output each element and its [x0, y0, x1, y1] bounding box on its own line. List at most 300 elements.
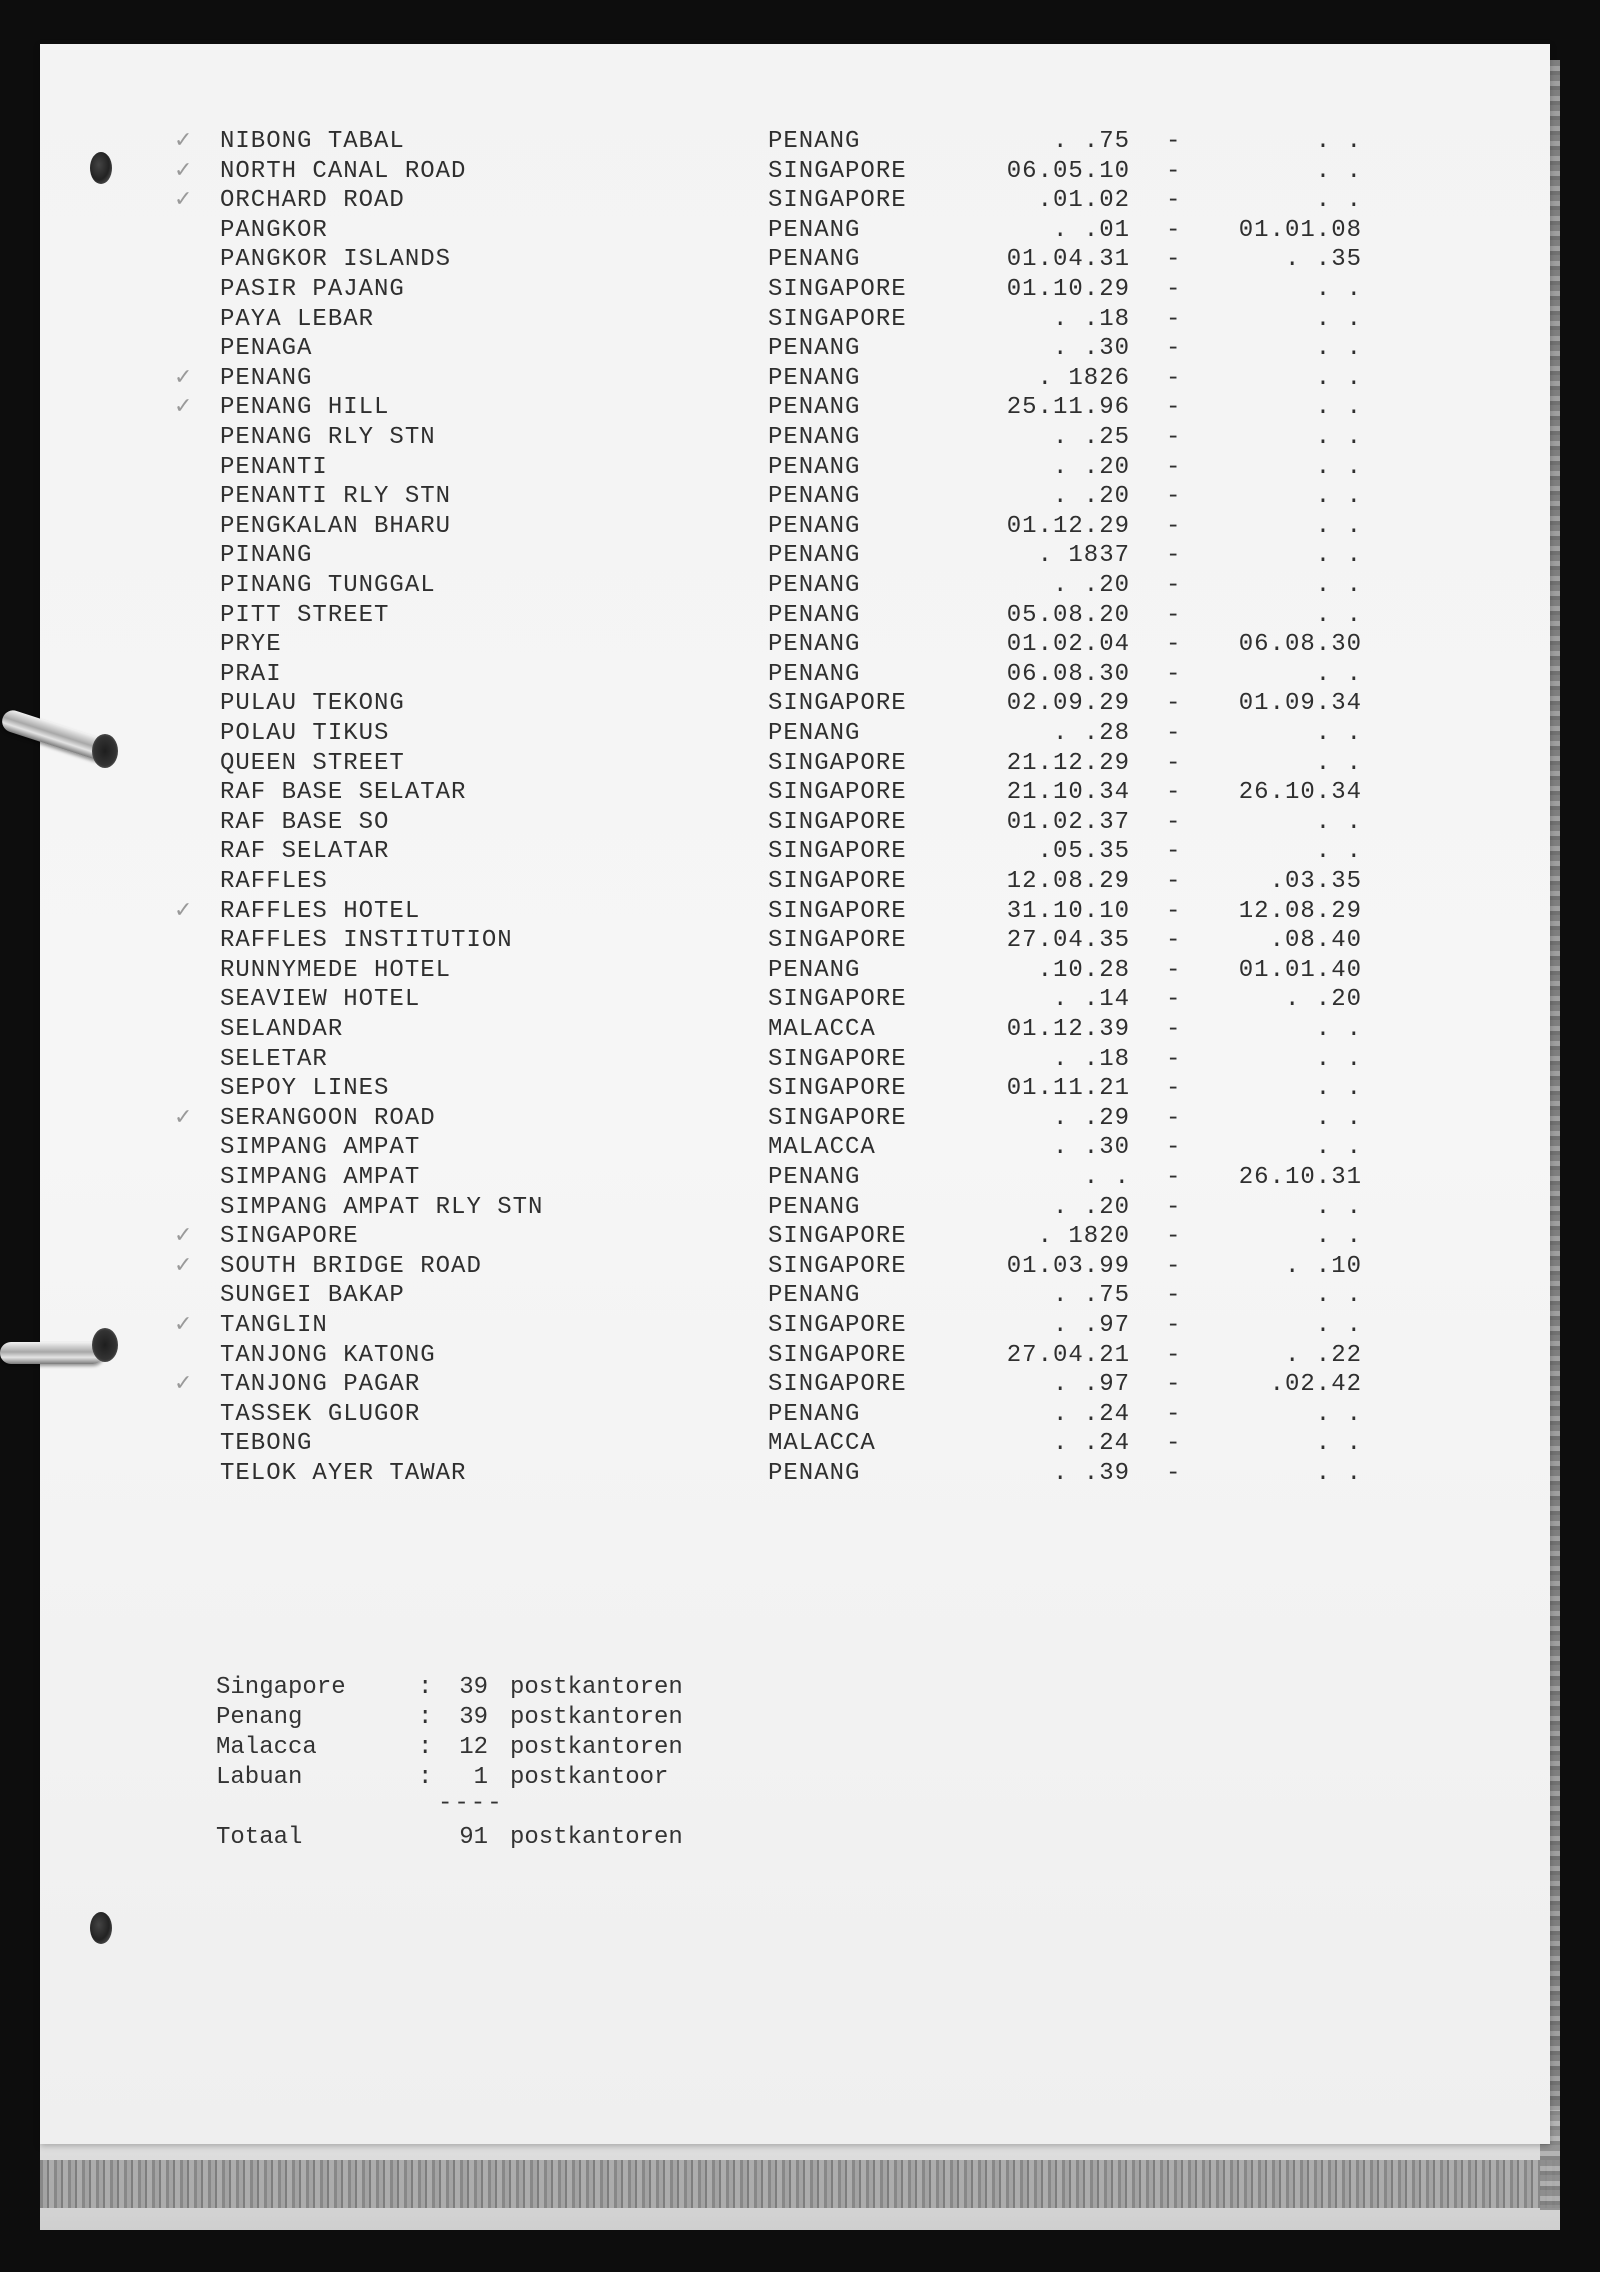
post-office-name: PENANG HILL	[220, 394, 390, 422]
date-to: . .	[1315, 1460, 1362, 1487]
date-from: . 1820	[1037, 1223, 1130, 1251]
date-separator: -	[1166, 305, 1182, 333]
date-separator: -	[1166, 720, 1182, 747]
list-row	[40, 690, 1362, 720]
post-office-name: PENANG RLY STN	[220, 424, 436, 451]
total-label: Totaal	[216, 1824, 303, 1851]
region: PENANG	[768, 1193, 861, 1221]
date-separator: -	[1166, 157, 1182, 185]
list-row	[40, 868, 1362, 898]
region: SINGAPORE	[768, 779, 907, 807]
list-row	[40, 1134, 1362, 1164]
date-to: . .	[1315, 424, 1362, 451]
post-office-name: PASIR PAJANG	[220, 276, 405, 303]
region: PENANG	[768, 631, 861, 659]
date-to: . .	[1315, 1312, 1362, 1339]
check-mark-icon: ✓	[174, 394, 194, 420]
date-separator: -	[1166, 572, 1182, 599]
summary-word: postkantoor	[510, 1764, 669, 1791]
region: SINGAPORE	[768, 808, 907, 836]
list-row	[40, 305, 1362, 336]
post-office-name: RAF SELATAR	[220, 838, 390, 866]
region: SINGAPORE	[768, 157, 907, 185]
album-page	[40, 44, 1550, 2144]
date-from: . .20	[1052, 453, 1130, 481]
list-row	[40, 187, 1362, 217]
summary-word: postkantoren	[510, 1674, 683, 1701]
region: SINGAPORE	[768, 838, 907, 866]
region: MALACCA	[768, 1134, 876, 1162]
region: SINGAPORE	[768, 305, 907, 333]
summary-colon: :	[418, 1704, 433, 1731]
date-separator: -	[1166, 986, 1182, 1014]
date-separator: -	[1166, 542, 1182, 570]
date-to: . .	[1315, 601, 1362, 629]
date-from: . .14	[1052, 986, 1130, 1014]
list-row	[40, 1282, 1362, 1312]
date-separator: -	[1166, 1282, 1182, 1310]
list-row	[40, 1430, 1362, 1460]
summary-total-row	[216, 1824, 916, 1856]
date-separator: -	[1166, 631, 1182, 659]
date-to: . .	[1315, 1400, 1362, 1428]
date-from: . .20	[1052, 483, 1130, 511]
list-row	[40, 1400, 1362, 1431]
list-row	[40, 246, 1362, 276]
date-from: . .28	[1052, 720, 1130, 747]
list-row	[40, 453, 1362, 484]
summary-row	[216, 1704, 916, 1736]
date-from: . 1826	[1037, 364, 1130, 392]
date-separator: -	[1166, 1460, 1182, 1487]
date-from: .10.28	[1037, 956, 1130, 984]
date-from: . 1837	[1037, 542, 1130, 570]
date-separator: -	[1166, 1430, 1182, 1458]
post-office-name: NIBONG TABAL	[220, 128, 405, 155]
post-office-name: TANJONG PAGAR	[220, 1371, 421, 1399]
date-from: 01.10.29	[1006, 276, 1130, 303]
post-office-name: PINANG	[220, 542, 313, 570]
check-mark-icon: ✓	[174, 157, 194, 183]
date-separator: -	[1166, 779, 1182, 807]
date-from: . .30	[1052, 335, 1130, 363]
list-row	[40, 1016, 1362, 1046]
summary-colon: :	[418, 1734, 433, 1761]
date-from: 01.12.29	[1006, 512, 1130, 540]
post-office-name: SIMPANG AMPAT RLY STN	[220, 1193, 544, 1221]
region: PENANG	[768, 246, 861, 274]
post-office-name: SIMPANG AMPAT	[220, 1164, 421, 1191]
date-separator: -	[1166, 1371, 1182, 1399]
total-count: 91	[459, 1824, 488, 1851]
date-separator: -	[1166, 660, 1182, 688]
date-to: . .	[1315, 1045, 1362, 1073]
list-row	[40, 364, 1362, 395]
check-mark-icon: ✓	[174, 128, 194, 153]
date-separator: -	[1166, 749, 1182, 777]
date-from: . .75	[1052, 1282, 1130, 1310]
date-to: . .	[1315, 453, 1362, 481]
date-to: 01.09.34	[1238, 690, 1362, 718]
date-from: 01.12.39	[1006, 1016, 1130, 1043]
post-office-name: RAF BASE SELATAR	[220, 779, 467, 807]
list-row	[40, 542, 1362, 572]
region: PENANG	[768, 572, 861, 599]
list-row	[40, 1312, 1362, 1342]
date-separator: -	[1166, 1016, 1182, 1043]
post-office-name: SOUTH BRIDGE ROAD	[220, 1252, 482, 1280]
post-office-name: PITT STREET	[220, 601, 390, 629]
region: SINGAPORE	[768, 868, 907, 895]
date-from: . .24	[1052, 1400, 1130, 1428]
region: SINGAPORE	[768, 1341, 907, 1369]
date-from: 12.08.29	[1006, 868, 1130, 895]
list-row	[40, 1104, 1362, 1135]
date-to: . .	[1315, 1223, 1362, 1251]
list-row	[40, 720, 1362, 750]
summary-label: Labuan	[216, 1764, 303, 1791]
date-from: 06.08.30	[1006, 660, 1130, 688]
post-office-name: SERANGOON ROAD	[220, 1104, 436, 1132]
post-office-name: ORCHARD ROAD	[220, 187, 405, 215]
list-row	[40, 779, 1362, 809]
date-separator: -	[1166, 1075, 1182, 1103]
post-office-name: PULAU TEKONG	[220, 690, 405, 718]
post-office-name: TASSEK GLUGOR	[220, 1400, 421, 1428]
post-office-name: TANJONG KATONG	[220, 1341, 436, 1369]
date-from: . .75	[1052, 128, 1130, 155]
summary-row	[216, 1674, 916, 1706]
date-from: . .97	[1052, 1312, 1130, 1339]
date-separator: -	[1166, 128, 1182, 155]
post-office-name: PENAGA	[220, 335, 313, 363]
post-office-name: RUNNYMEDE HOTEL	[220, 956, 452, 984]
region: PENANG	[768, 128, 861, 155]
date-to: . .	[1315, 128, 1362, 155]
check-mark-icon: ✓	[174, 897, 194, 923]
date-from: 01.11.21	[1006, 1075, 1130, 1103]
list-row	[40, 276, 1362, 306]
date-from: 31.10.10	[1006, 897, 1130, 925]
date-to: . .	[1315, 1134, 1362, 1162]
date-separator: -	[1166, 187, 1182, 215]
date-to: . .35	[1284, 246, 1362, 274]
region: PENANG	[768, 1400, 861, 1428]
summary-count: 12	[459, 1734, 488, 1761]
date-from: . .	[1083, 1164, 1130, 1191]
post-office-name: RAF BASE SO	[220, 808, 390, 836]
list-row	[40, 216, 1362, 247]
date-to: . .	[1315, 483, 1362, 511]
list-row	[40, 1223, 1362, 1253]
summary-count: 39	[459, 1674, 488, 1701]
date-to: .02.42	[1269, 1371, 1362, 1399]
region: SINGAPORE	[768, 927, 907, 955]
post-office-name: TELOK AYER TAWAR	[220, 1460, 467, 1487]
post-office-name: PENANTI RLY STN	[220, 483, 452, 511]
date-to: 26.10.31	[1238, 1164, 1362, 1191]
region: PENANG	[768, 335, 861, 363]
date-separator: -	[1166, 1164, 1182, 1191]
date-from: 27.04.35	[1006, 927, 1130, 955]
date-from: 21.12.29	[1006, 749, 1130, 777]
post-office-name: SINGAPORE	[220, 1223, 359, 1251]
region: PENANG	[768, 542, 861, 570]
post-office-name: PRYE	[220, 631, 282, 659]
date-from: . .30	[1052, 1134, 1130, 1162]
date-separator: -	[1166, 335, 1182, 363]
check-mark-icon: ✓	[174, 1371, 194, 1397]
region: PENANG	[768, 956, 861, 984]
date-separator: -	[1166, 927, 1182, 955]
date-separator: -	[1166, 1045, 1182, 1073]
date-separator: -	[1166, 1193, 1182, 1221]
region: PENANG	[768, 483, 861, 511]
region: PENANG	[768, 720, 861, 747]
post-office-name: SELETAR	[220, 1045, 328, 1073]
date-from: . .18	[1052, 305, 1130, 333]
date-from: 01.03.99	[1006, 1252, 1130, 1280]
summary-rule: ----	[438, 1790, 504, 1817]
date-to: . .22	[1284, 1341, 1362, 1369]
region: PENANG	[768, 424, 861, 451]
region: PENANG	[768, 1164, 861, 1191]
region: PENANG	[768, 453, 861, 481]
post-office-name: RAFFLES	[220, 868, 328, 895]
date-to: . .	[1315, 276, 1362, 303]
date-separator: -	[1166, 690, 1182, 718]
check-mark-icon: ✓	[174, 364, 194, 390]
region: PENANG	[768, 394, 861, 422]
date-to: . .	[1315, 1104, 1362, 1132]
date-separator: -	[1166, 868, 1182, 895]
list-row	[40, 986, 1362, 1016]
date-separator: -	[1166, 1134, 1182, 1162]
binder-cover-edge	[40, 2160, 1560, 2208]
list-row	[40, 512, 1362, 543]
date-to: . .	[1315, 720, 1362, 747]
list-row	[40, 1164, 1362, 1194]
summary-row	[216, 1734, 916, 1766]
date-separator: -	[1166, 1312, 1182, 1339]
date-from: 02.09.29	[1006, 690, 1130, 718]
list-row	[40, 838, 1362, 868]
date-from: . .18	[1052, 1045, 1130, 1073]
region: SINGAPORE	[768, 1104, 907, 1132]
list-row	[40, 1193, 1362, 1224]
summary-count: 1	[473, 1764, 488, 1791]
date-to: 26.10.34	[1238, 779, 1362, 807]
region: SINGAPORE	[768, 986, 907, 1014]
list-row	[40, 394, 1362, 424]
check-mark-icon: ✓	[174, 187, 194, 213]
date-separator: -	[1166, 246, 1182, 274]
date-from: . .01	[1052, 216, 1130, 244]
date-from: 25.11.96	[1006, 394, 1130, 422]
date-from: . .39	[1052, 1460, 1130, 1487]
summary-count: 39	[459, 1704, 488, 1731]
date-to: . .	[1315, 838, 1362, 866]
date-to: .08.40	[1269, 927, 1362, 955]
region: SINGAPORE	[768, 1371, 907, 1399]
region: SINGAPORE	[768, 1312, 907, 1339]
region: MALACCA	[768, 1016, 876, 1043]
date-from: . .20	[1052, 1193, 1130, 1221]
region: PENANG	[768, 1460, 861, 1487]
date-separator: -	[1166, 364, 1182, 392]
post-office-name: PENANG	[220, 364, 313, 392]
date-from: 01.04.31	[1006, 246, 1130, 274]
region: SINGAPORE	[768, 1252, 907, 1280]
post-office-name: QUEEN STREET	[220, 749, 405, 777]
list-row	[40, 601, 1362, 632]
post-office-name: PRAI	[220, 660, 282, 688]
check-mark-icon: ✓	[174, 1312, 194, 1337]
check-mark-icon: ✓	[174, 1104, 194, 1130]
date-from: 06.05.10	[1006, 157, 1130, 185]
date-to: 06.08.30	[1238, 631, 1362, 659]
list-row	[40, 424, 1362, 454]
date-to: . .	[1315, 512, 1362, 540]
region: SINGAPORE	[768, 1075, 907, 1103]
list-row	[40, 897, 1362, 928]
list-row	[40, 1341, 1362, 1372]
post-office-name: PENANTI	[220, 453, 328, 481]
date-from: 01.02.37	[1006, 808, 1130, 836]
post-office-name: SUNGEI BAKAP	[220, 1282, 405, 1310]
check-mark-icon: ✓	[174, 1252, 194, 1278]
list-row	[40, 128, 1362, 158]
date-from: .01.02	[1037, 187, 1130, 215]
list-row	[40, 1045, 1362, 1076]
date-from: 01.02.04	[1006, 631, 1130, 659]
date-from: . .29	[1052, 1104, 1130, 1132]
post-office-name: TANGLIN	[220, 1312, 328, 1339]
date-separator: -	[1166, 601, 1182, 629]
post-office-name: PANGKOR	[220, 216, 328, 244]
date-to: .03.35	[1269, 868, 1362, 895]
region: PENANG	[768, 512, 861, 540]
date-to: . .	[1315, 394, 1362, 422]
summary-word: postkantoren	[510, 1704, 683, 1731]
date-to: . .	[1315, 1282, 1362, 1310]
summary-colon: :	[418, 1674, 433, 1701]
region: SINGAPORE	[768, 690, 907, 718]
date-separator: -	[1166, 838, 1182, 866]
date-separator: -	[1166, 897, 1182, 925]
date-to: . .	[1315, 1016, 1362, 1043]
date-from: 27.04.21	[1006, 1341, 1130, 1369]
list-row	[40, 927, 1362, 957]
post-office-name: SEPOY LINES	[220, 1075, 390, 1103]
date-from: . .25	[1052, 424, 1130, 451]
region: PENANG	[768, 601, 861, 629]
date-from: . .20	[1052, 572, 1130, 599]
date-to: . .20	[1284, 986, 1362, 1014]
post-office-name: TEBONG	[220, 1430, 313, 1458]
date-to: . .	[1315, 364, 1362, 392]
date-separator: -	[1166, 276, 1182, 303]
list-row	[40, 572, 1362, 602]
list-row	[40, 1371, 1362, 1401]
region: PENANG	[768, 364, 861, 392]
summary-colon: :	[418, 1764, 433, 1791]
date-separator: -	[1166, 808, 1182, 836]
date-to: 01.01.40	[1238, 956, 1362, 984]
post-office-name: SIMPANG AMPAT	[220, 1134, 421, 1162]
date-to: . .10	[1284, 1252, 1362, 1280]
post-office-name: NORTH CANAL ROAD	[220, 157, 467, 185]
date-separator: -	[1166, 1400, 1182, 1428]
date-to: . .	[1315, 572, 1362, 599]
list-row	[40, 660, 1362, 691]
region: PENANG	[768, 660, 861, 688]
list-row	[40, 956, 1362, 987]
date-to: . .	[1315, 1075, 1362, 1103]
list-row	[40, 749, 1362, 780]
date-separator: -	[1166, 956, 1182, 984]
list-row	[40, 335, 1362, 365]
date-separator: -	[1166, 424, 1182, 451]
date-to: . .	[1315, 157, 1362, 185]
list-row	[40, 1460, 1362, 1490]
list-row	[40, 483, 1362, 513]
date-from: 21.10.34	[1006, 779, 1130, 807]
date-separator: -	[1166, 483, 1182, 511]
post-office-name: SEAVIEW HOTEL	[220, 986, 421, 1014]
region: SINGAPORE	[768, 187, 907, 215]
date-separator: -	[1166, 1341, 1182, 1369]
date-to: 12.08.29	[1238, 897, 1362, 925]
region: SINGAPORE	[768, 1045, 907, 1073]
region: SINGAPORE	[768, 276, 907, 303]
date-from: . .97	[1052, 1371, 1130, 1399]
post-office-name: RAFFLES INSTITUTION	[220, 927, 513, 955]
list-row	[40, 1075, 1362, 1105]
date-to: . .	[1315, 808, 1362, 836]
region: MALACCA	[768, 1430, 876, 1458]
post-office-name: PANGKOR ISLANDS	[220, 246, 452, 274]
post-office-name: POLAU TIKUS	[220, 720, 390, 747]
date-to: . .	[1315, 1193, 1362, 1221]
list-row	[40, 157, 1362, 188]
summary-label: Penang	[216, 1704, 303, 1731]
date-to: . .	[1315, 335, 1362, 363]
region: SINGAPORE	[768, 1223, 907, 1251]
date-to: . .	[1315, 305, 1362, 333]
total-word: postkantoren	[510, 1824, 683, 1851]
region: PENANG	[768, 216, 861, 244]
post-office-name: SELANDAR	[220, 1016, 344, 1043]
post-office-name: PINANG TUNGGAL	[220, 572, 436, 599]
region: SINGAPORE	[768, 749, 907, 777]
punch-hole-bottom	[90, 1912, 112, 1944]
date-from: 05.08.20	[1006, 601, 1130, 629]
region: SINGAPORE	[768, 897, 907, 925]
date-to: . .	[1315, 660, 1362, 688]
post-office-name: PENGKALAN BHARU	[220, 512, 452, 540]
list-row	[40, 1252, 1362, 1283]
date-separator: -	[1166, 216, 1182, 244]
list-row	[40, 631, 1362, 661]
list-row	[40, 808, 1362, 839]
date-to: . .	[1315, 187, 1362, 215]
post-office-name: PAYA LEBAR	[220, 305, 375, 333]
date-from: .05.35	[1037, 838, 1130, 866]
date-from: . .24	[1052, 1430, 1130, 1458]
date-separator: -	[1166, 394, 1182, 422]
date-separator: -	[1166, 453, 1182, 481]
